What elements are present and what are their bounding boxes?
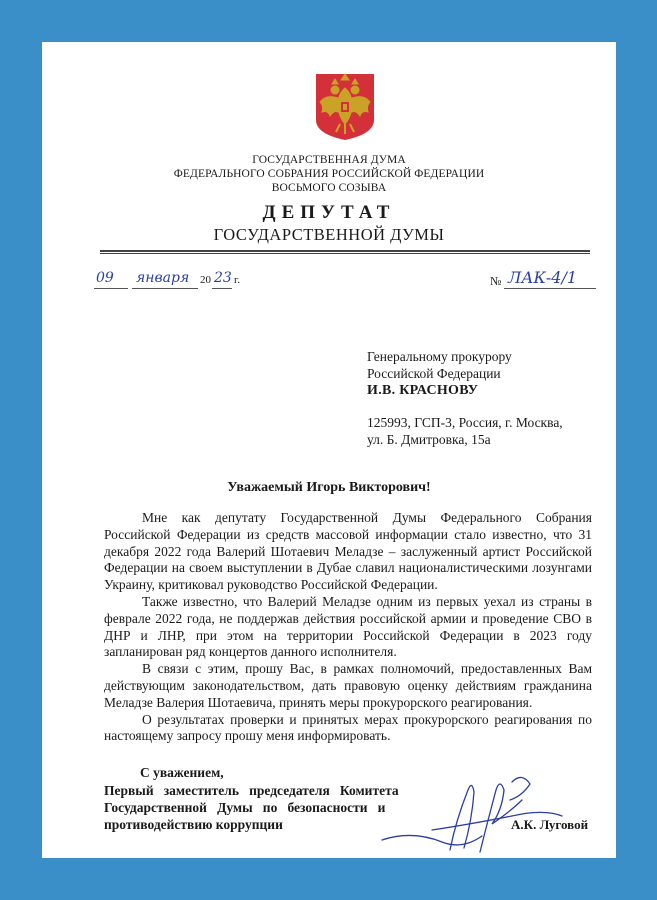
org-line-3: ВОСЬМОГО СОЗЫВА [271,182,387,194]
signer-position-3: противодействию коррупции [104,817,283,832]
handwritten-signature-icon [372,770,572,860]
date-year-prefix: 20 [200,274,211,286]
letter-body [104,510,592,745]
addressee-address-1: 125993, ГСП-3, Россия, г. Москва, [367,415,563,430]
addressee-name: И.В. КРАСНОВУ [367,383,479,398]
header-rule-thin [100,253,590,254]
paragraph-4: О результатах проверки и принятых мерах прокурорского реагирования по настоящему запросу прошу меня информировать. [104,711,592,744]
date-day: 09 [96,270,114,286]
signer-name: А.К. Луговой [511,817,589,832]
number-label: № [490,274,502,288]
addressee-line-1: Генеральному прокурору [367,349,512,364]
coat-of-arms-icon [314,72,376,142]
number-value: ЛАК-4/1 [508,268,578,287]
letterhead-subtitle: ГОСУДАРСТВЕННОЙ ДУМЫ [213,225,445,244]
letter-page [42,42,616,858]
date-field [94,270,294,292]
header-rule [100,250,590,252]
date-year: 23 [214,270,232,286]
document-number [490,270,600,292]
signer-position-2: Государственной Думы по безопасности и [104,800,386,815]
closing-regards: С уважением, [140,765,224,780]
org-line-2: ФЕДЕРАЛЬНОГО СОБРАНИЯ РОССИЙСКОЙ ФЕДЕРАЦИИ [173,168,485,180]
signer-position-1: Первый заместитель председателя Комитета [104,783,399,798]
org-line-1: ГОСУДАРСТВЕННАЯ ДУМА [252,154,406,166]
date-suffix: г. [234,274,241,286]
letterhead-title: ДЕПУТАТ [262,202,396,223]
addressee-line-2: Российской Федерации [367,366,501,381]
addressee-address-2: ул. Б. Дмитровка, 15а [367,432,491,447]
greeting: Уважаемый Игорь Викторович! [227,480,431,495]
paragraph-3: В связи с этим, прошу Вас, в рамках полномочий, предоставленных Вам действующим законодательством, дать правовую оценку действиям гражданина Меладзе Валерия Шотаевича, принять меры прокурорского реагирования. [104,661,592,710]
date-month: января [136,270,190,286]
paragraph-2: Также известно, что Валерий Меладзе одним из первых уехал из страны в феврале 2022 года, не поддержав действия российской армии и проведение СВО в ДНР и ЛНР, при этом на территории Российской Федерации в 2023 году запланирован ряд концертов данного исполнителя. [104,593,592,660]
paragraph-1: Мне как депутату Государственной Думы Федерального Собрания Российской Федерации из средств массовой информации стало известно, что 31 декабря 2022 года Валерий Шотаевич Меладзе – заслуженный артист Российской Федерации на своем выступлении в Дубае славил националистическими лозунгами Украину, критиковал руководство Российской Федерации. [104,510,592,593]
